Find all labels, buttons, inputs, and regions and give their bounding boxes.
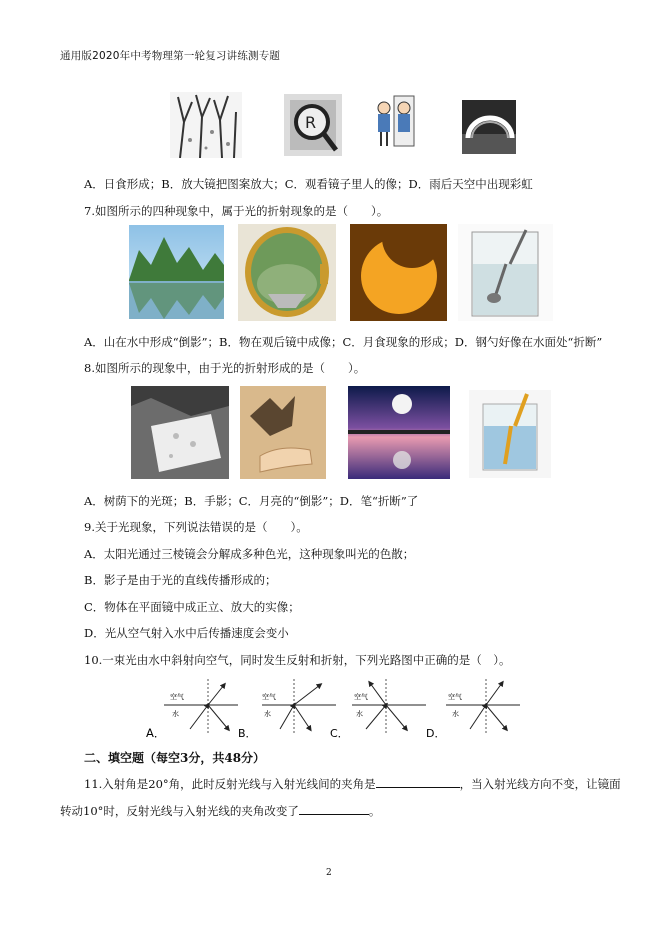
q7-image-b-convex-mirror [238,224,336,321]
q6-image-a-trees [170,92,242,158]
q7-image-a-mountain-reflection [129,225,224,319]
q11-line-1 [84,776,621,792]
q9-option-a: A．太阳光通过三棱镜会分解成多种色光，这种现象叫光的色散； [84,547,415,561]
q6-image-c-mirror [372,94,416,152]
q10-label-c: C． [330,727,349,740]
q9-option-c: C．物体在平面镜中成正立、放大的实像； [84,600,300,614]
q10-diagram-b [262,679,336,733]
q8-options: A．树荫下的光斑；B．手影；C．月亮的“倒影”；D．笔“折断”了 [84,494,419,508]
q9-option-b: B．影子是由于光的直线传播形成的； [84,573,277,587]
q11-blank-2 [299,804,369,815]
q11-part1: 11.入射角是20°角，此时反射光线与入射光线间的夹角是 [84,777,376,791]
q8-image-a-light-spots [131,386,229,479]
q10-diagram-a [164,679,238,733]
q9-option-d: D．光从空气射入水中后传播速度会变小 [84,626,289,640]
q10-label-b: B． [238,727,257,740]
q6-image-d-rainbow [462,100,516,154]
q10-diagram-c [352,679,426,733]
q7-image-d-spoon-in-water [458,224,553,321]
q7-image-c-eclipse [350,224,447,321]
q11-part4: 。 [368,804,381,818]
q10-b-air-label: 空气 [262,693,276,701]
section-title: 二、填空题（每空3分，共48分） [84,751,266,765]
q10-diagrams [140,677,530,741]
q10-d-air-label: 空气 [448,693,462,701]
page-number: 2 [326,868,332,878]
q10-b-water-label: 水 [264,710,271,718]
q11-line-2 [60,803,380,819]
q8-image-c-moon-reflection [348,386,450,479]
q7-options: A．山在水中形成“倒影”；B．物在观后镜中成像；C．月食现象的形成；D．钢勺好像在水面处“折断” [84,335,603,349]
q8-image-b-hand-shadow [240,386,326,479]
q10-c-air-label: 空气 [354,693,368,701]
q10-label-d: D． [426,727,446,740]
q11-part2: ，当入射光线方向不变，让镜面 [459,777,621,791]
q10-stem: 10.一束光由水中斜射向空气，同时发生反射和折射，下列光路图中正确的是（ ）。 [84,653,511,667]
q10-label-a: A． [146,726,166,740]
q7-stem: 7.如图所示的四种现象中，属于光的折射现象的是（ ）。 [84,204,389,218]
svg-text:R: R [305,113,317,132]
q6-image-b-magnifier [284,94,342,156]
q8-image-d-bent-pencil [469,390,551,478]
q6-options: A．日食形成；B．放大镜把图案放大；C．观看镜子里人的像；D．雨后天空中出现彩虹 [84,177,533,191]
q10-c-water-label: 水 [356,710,363,718]
page-header: 通用版2020年中考物理第一轮复习讲练测专题 [60,50,281,62]
q10-diagram-d [446,679,520,733]
q11-part3: 转动10°时，反射光线与入射光线的夹角改变了 [60,804,299,818]
q10-a-air-label: 空气 [170,693,184,701]
q8-stem: 8.如图所示的现象中，由于光的折射形成的是（ ）。 [84,361,366,375]
q11-blank-1 [376,777,460,788]
q10-d-water-label: 水 [452,710,459,718]
q10-a-water-label: 水 [172,710,179,718]
q9-stem: 9.关于光现象，下列说法错误的是（ ）。 [84,520,308,534]
